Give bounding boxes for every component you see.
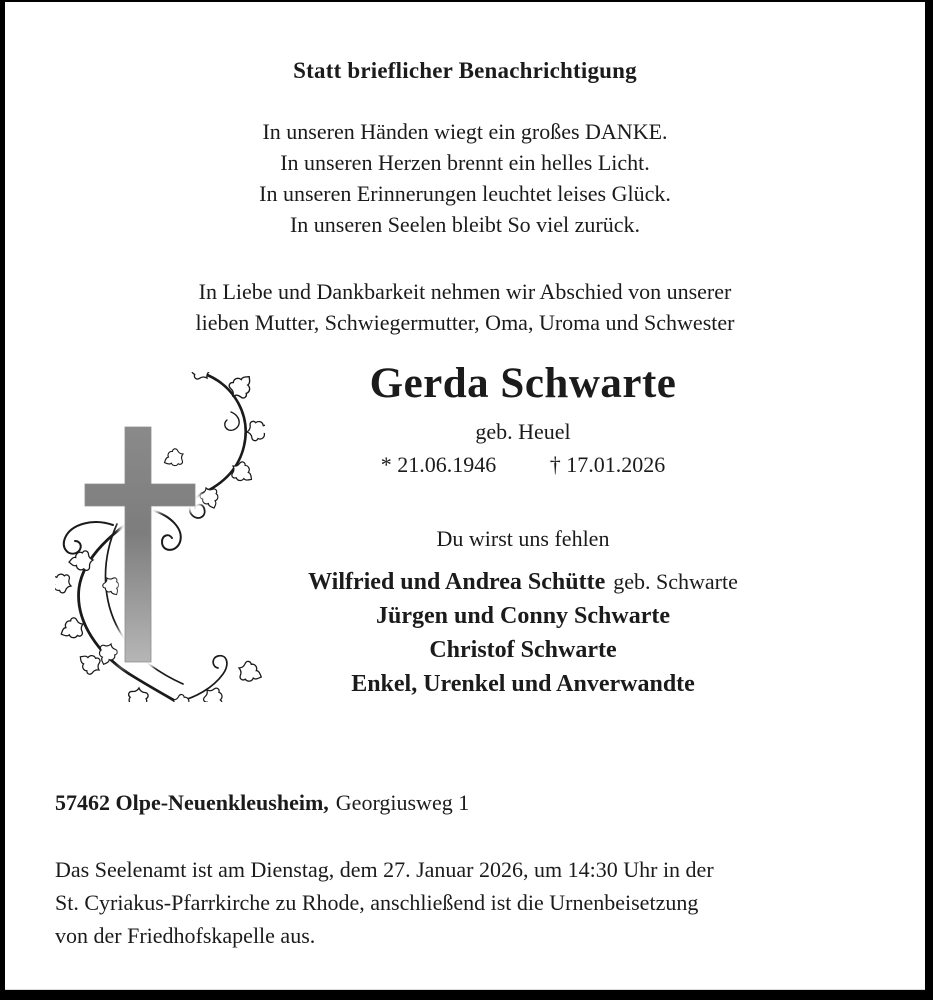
mourner-name: Jürgen und Conny Schwarte [375, 603, 671, 629]
service-line: St. Cyriakus-Pfarrkirche zu Rhode, anschließend ist die Urnenbeisetzung [55, 890, 699, 915]
poem-line: In unseren Händen wiegt ein großes DANKE. [262, 119, 668, 144]
farewell-line: Du wirst uns fehlen [436, 526, 610, 551]
mourner-line [121, 565, 925, 599]
service-line: Das Seelenamt ist am Dienstag, dem 27. Januar 2026, um 14:30 Uhr in der [55, 857, 714, 882]
memorial-poem [5, 116, 925, 240]
street-address: Georgiusweg 1 [335, 790, 470, 815]
service-line: von der Friedhofskapelle aus. [55, 923, 316, 948]
mourner-name: Enkel, Urenkel und Anverwandte [351, 671, 695, 697]
maiden-name: geb. Heuel [475, 419, 571, 444]
deceased-name: Gerda Schwarte [369, 360, 677, 407]
mourners-list [121, 565, 925, 701]
intro-text [5, 276, 925, 338]
address-line [55, 789, 925, 817]
postal-locality: 57462 Olpe-Neuenkleusheim, [55, 790, 329, 815]
intro-line: In Liebe und Dankbarkeit nehmen wir Abschied von unserer [198, 279, 732, 304]
intro-line: lieben Mutter, Schwiegermutter, Oma, Uroma und Schwester [195, 310, 735, 335]
poem-line: In unseren Erinnerungen leuchtet leises Glück. [259, 181, 671, 206]
mourner-line [121, 599, 925, 633]
mourner-maiden-name: geb. Schwarte [613, 569, 738, 594]
mourner-line [121, 667, 925, 701]
birth-date: * 21.06.1946 [380, 452, 497, 477]
preface-line: Statt brieflicher Benachrichtigung [293, 58, 637, 83]
service-info [55, 853, 885, 952]
poem-line: In unseren Seelen bleibt So viel zurück. [289, 212, 641, 237]
mourner-line [121, 633, 925, 667]
mourner-name: Wilfried und Andrea Schütte [308, 569, 606, 595]
death-date: † 17.01.2026 [549, 452, 666, 477]
poem-line: In unseren Herzen brennt ein helles Licht. [280, 150, 650, 175]
obituary-notice [5, 2, 925, 990]
mourner-name: Christof Schwarte [429, 637, 617, 663]
life-dates [121, 451, 925, 479]
